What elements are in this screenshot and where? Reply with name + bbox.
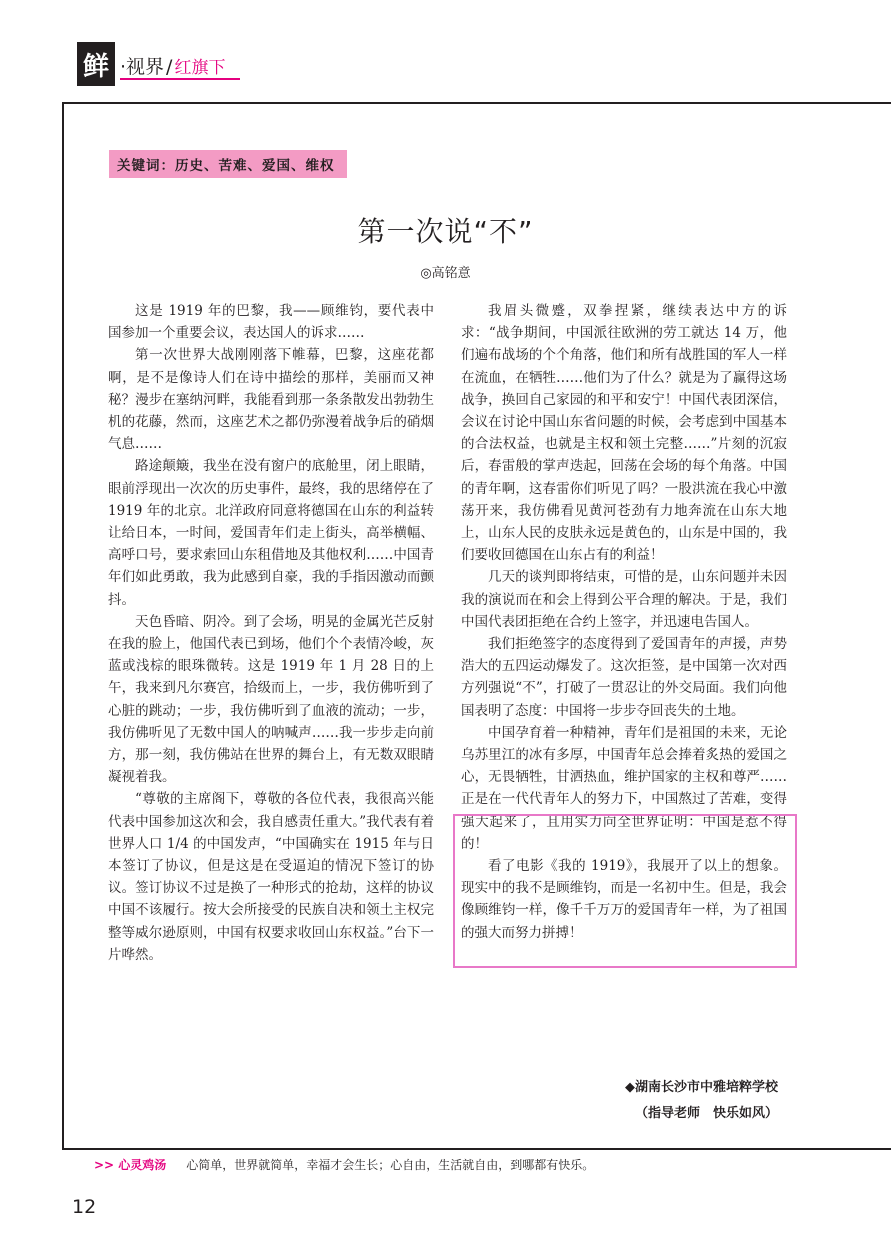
page-number: 12 <box>72 1196 97 1218</box>
section-header <box>120 52 225 79</box>
section-separator: / <box>166 56 173 78</box>
author-school: ◆湖南长沙市中雅培粹学校 <box>625 1080 778 1095</box>
article-title: 第一次说“不” <box>357 215 534 248</box>
footer-text: 心简单，世界就简单，幸福才会生长；心自由，生活就自由，到哪都有快乐。 <box>186 1158 595 1172</box>
paragraph: 这是 1919 年的巴黎，我——顾维钧，要代表中国参加一个重要会议，表达国人的诉求…… <box>108 303 434 342</box>
article-author: ◎高铭意 <box>420 266 471 281</box>
frame-bottom-rule <box>62 1148 891 1150</box>
section-title: ·视界 <box>120 56 165 78</box>
frame-left-rule <box>62 102 64 1150</box>
paragraph: 天色昏暗、阴冷。到了会场，明晃的金属光芒反射在我的脸上，他国代表已到场，他们个个表情冷峻，灰蓝或浅棕的眼珠微转。这是 1919 年 1 月 28 日的上午，我来到凡尔赛宫，拾级而上，一步，我仿佛听到了心脏的跳动；一步，我仿佛听到了血液的流动；一步，我仿佛听见了无数中国人的呐喊声……我一步步走向前方，那一刻，我仿佛站在世界的舞台上，有无数双眼睛凝视着我。 <box>108 613 434 786</box>
paragraph: 我们拒绝签字的态度得到了爱国青年的声援，声势浩大的五四运动爆发了。这次拒签，是中国第一次对西方列强说“不”，打破了一贯忍让的外交局面。我们向他国表明了态度：中国将一步步夺回丧失的土地。 <box>461 636 787 719</box>
section-logo-box: 鲜 <box>77 42 115 86</box>
paragraph: 第一次世界大战刚刚落下帷幕，巴黎，这座花都啊，是不是像诗人们在诗中描绘的那样，美丽而又神秘？漫步在塞纳河畔，我能看到那一条条散发出勃勃生机的花藤，然而，这座艺术之都仍弥漫着战争后的硝烟气息…… <box>108 347 434 453</box>
paragraph: “尊敬的主席阁下，尊敬的各位代表，我很高兴能代表中国参加这次和会，我自感责任重大。”我代表有着世界人口 1/4 的中国发声，“中国确实在 1915 年与日本签订了协议，但是这是在受逼迫的情况下签订的协议。签订协议不过是换了一种形式的抢劫，这样的协议中国不该履行。按大会所接受的民族自决和领土主权完整等威尔逊原则，中国有权要求收回山东权益。”台下一片哗然。 <box>108 791 434 963</box>
section-subtitle: 红旗下 <box>174 58 226 78</box>
header-underline <box>120 78 240 80</box>
paragraph: 我眉头微蹙，双拳捏紧，继续表达中方的诉求：“战争期间，中国派往欧洲的劳工就达 14 万，他们遍布战场的个个角落，他们和所有战胜国的军人一样在流血，在牺牲……他们为了什么？就是为了赢得这场战争，换回自己家园的和平和安宁！中国代表团深信，会议在讨论中国山东省问题的时候，会考虑到中国基本的合法权益，也就是主权和领土完整……”片刻的沉寂后，春雷般的掌声迭起，回荡在会场的每个角落。中国的青年啊，这春雷你们听见了吗？一股洪流在我心中激荡开来，我仿佛看见黄河苍劲有力地奔流在山东大地上，山东人民的皮肤永远是黄色的，山东是中国的，我们要收回德国在山东占有的利益！ <box>461 303 787 564</box>
paragraph: 几天的谈判即将结束，可惜的是，山东问题并未因我的演说而在和会上得到公平合理的解决。于是，我们中国代表团拒绝在合约上签字，并迅速电告国人。 <box>461 569 787 630</box>
footer-bar <box>94 1156 594 1173</box>
keywords-tag: 关键词：历史、苦难、爱国、维权 <box>109 150 347 178</box>
highlight-box <box>453 814 797 968</box>
footer-label: >> 心灵鸡汤 <box>94 1158 167 1172</box>
paragraph: 路途颠簸，我坐在没有窗户的底舱里，闭上眼睛，眼前浮现出一次次的历史事件，最终，我的思绪停在了 1919 年的北京。北洋政府同意将德国在山东的利益转让给日本，一时间，爱国青年们走上街头，高举横幅、高呼口号，要求索回山东租借地及其他权利……中国青年们如此勇敢，我为此感到自豪，我的手指因激动而颤抖。 <box>108 458 434 608</box>
paragraph-highlighted: 中国孕育着一种精神，青年们是祖国的未来，无论乌苏里江的冰有多厚，中国青年总会捧着炙热的爱国之心，无畏牺牲，甘洒热血，维护国家的主权和尊严……正是在一代代青年人的努力下，中国熬过了苦难，变得强大起来了，且用实力向全世界证明：中国是惹不得的！ <box>461 724 787 852</box>
author-teacher: （指导老师 快乐如风） <box>634 1106 778 1121</box>
article-column-left <box>108 300 434 966</box>
frame-top-rule <box>62 102 891 104</box>
paragraph: 看了电影《我的 1919》，我展开了以上的想象。现实中的我不是顾维钧，而是一名初中生。但是，我会像顾维钧一样，像千千万万的爱国青年一样，为了祖国的强大而努力拼搏！ <box>461 858 787 941</box>
